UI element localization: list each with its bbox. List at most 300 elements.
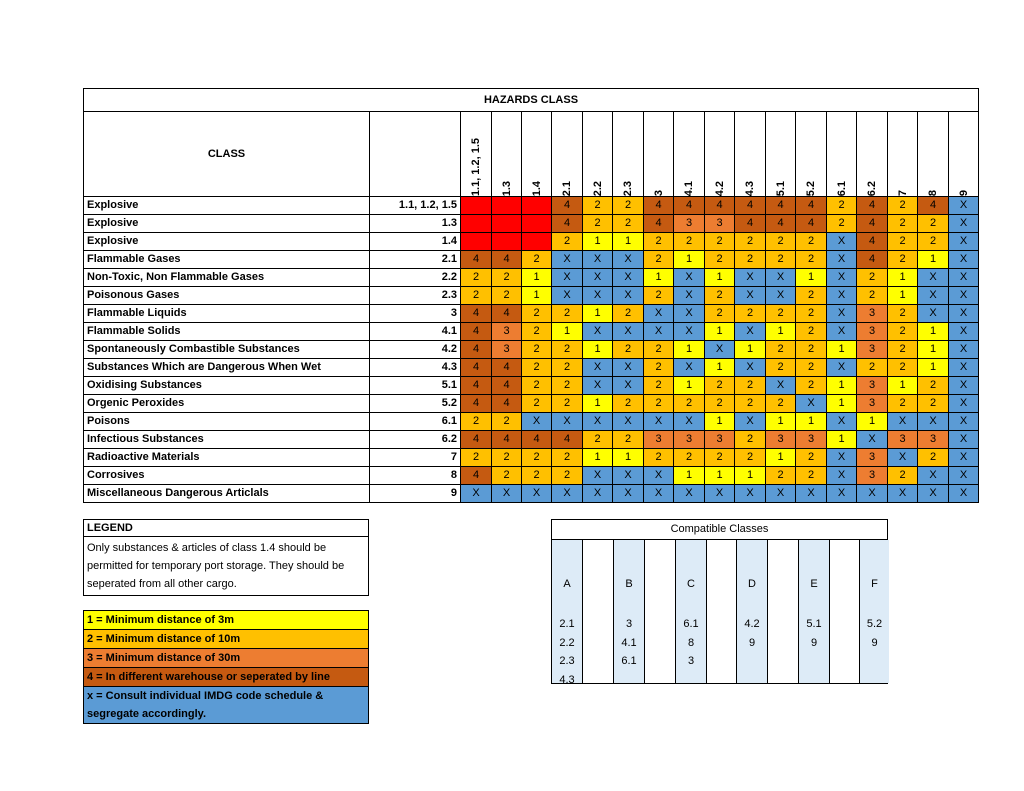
segregation-cell: X	[949, 323, 979, 341]
segregation-cell: 2	[796, 359, 827, 377]
segregation-cell: 2	[613, 215, 644, 233]
segregation-cell: 3	[492, 323, 522, 341]
table-row	[84, 251, 979, 269]
segregation-cell: 1	[766, 449, 796, 467]
segregation-cell: 4	[492, 431, 522, 449]
column-header-label: 8	[927, 189, 939, 196]
column-header-label: 1.3	[500, 180, 513, 196]
segregation-cell: 1	[857, 413, 888, 431]
segregation-cell: 4	[766, 215, 796, 233]
row-class-code: 8	[370, 467, 461, 485]
table-row	[84, 341, 979, 359]
segregation-cell: 1	[705, 359, 735, 377]
segregation-cell: X	[644, 467, 674, 485]
segregation-cell: 2	[461, 269, 492, 287]
compatible-group-item: 2.2	[559, 636, 575, 649]
compatible-group-item: 3	[687, 655, 695, 667]
segregation-cell: 1	[583, 395, 613, 413]
segregation-cell: 4	[522, 431, 552, 449]
segregation-cell: 4	[492, 377, 522, 395]
segregation-cell: 1	[705, 467, 735, 485]
compatible-group	[737, 540, 768, 683]
legend-item: 4 = In different warehouse or seperated by line	[84, 668, 369, 687]
segregation-cell: 1	[583, 305, 613, 323]
segregation-cell: 2	[492, 269, 522, 287]
segregation-cell: 2	[888, 341, 918, 359]
segregation-cell: 2	[918, 449, 949, 467]
segregation-cell: 3	[492, 341, 522, 359]
legend-note-line: seperated from all other cargo.	[87, 578, 237, 590]
segregation-cell: 2	[796, 449, 827, 467]
column-header-label: 5.2	[805, 180, 817, 196]
row-class-code: 6.2	[370, 431, 461, 449]
segregation-cell: 2	[674, 449, 705, 467]
table-row	[84, 377, 979, 395]
segregation-cell: 3	[857, 377, 888, 395]
compatible-group-letter: E	[810, 578, 818, 590]
compatible-spacer	[830, 540, 860, 683]
segregation-cell: X	[735, 269, 766, 287]
column-header	[583, 112, 613, 197]
segregation-cell: X	[735, 413, 766, 431]
compatible-group	[860, 540, 889, 683]
segregation-cell: 2	[735, 449, 766, 467]
segregation-cell: X	[857, 431, 888, 449]
segregation-cell: 4	[492, 359, 522, 377]
segregation-cell: 4	[857, 215, 888, 233]
segregation-cell: X	[918, 413, 949, 431]
compatible-spacer	[707, 540, 737, 683]
column-header	[552, 112, 583, 197]
segregation-cell: 2	[583, 215, 613, 233]
row-class-name: Explosive	[84, 233, 370, 251]
row-class-code: 4.2	[370, 341, 461, 359]
segregation-cell: 1	[796, 413, 827, 431]
segregation-cell: X	[613, 485, 644, 503]
segregation-cell: 4	[461, 341, 492, 359]
segregation-cell: 2	[918, 377, 949, 395]
compatible-group-item: 2.3	[559, 655, 575, 667]
legend-item: segregate accordingly.	[84, 705, 369, 724]
segregation-cell: X	[461, 485, 492, 503]
segregation-cell: 1	[674, 341, 705, 359]
compatible-group-item: 4.3	[559, 673, 575, 686]
column-header	[613, 112, 644, 197]
segregation-cell: 3	[857, 395, 888, 413]
segregation-cell: 2	[644, 341, 674, 359]
segregation-cell: X	[674, 287, 705, 305]
column-header-label: 6.1	[835, 180, 848, 196]
segregation-cell: X	[674, 413, 705, 431]
segregation-cell: 2	[888, 215, 918, 233]
table-row	[84, 197, 979, 215]
row-class-code: 5.2	[370, 395, 461, 413]
segregation-cell: 2	[552, 467, 583, 485]
segregation-cell: X	[949, 305, 979, 323]
segregation-cell: X	[583, 485, 613, 503]
legend-note-text	[84, 537, 369, 596]
segregation-cell: 2	[522, 251, 552, 269]
segregation-cell: 4	[461, 377, 492, 395]
segregation-cell: 1	[918, 251, 949, 269]
segregation-cell: 2	[888, 197, 918, 215]
segregation-cell: X	[705, 485, 735, 503]
segregation-cell: 2	[552, 395, 583, 413]
row-class-name: Poisons	[84, 413, 370, 431]
segregation-cell: X	[583, 467, 613, 485]
segregation-cell: 2	[461, 287, 492, 305]
segregation-cell: 4	[735, 215, 766, 233]
column-header	[644, 112, 674, 197]
segregation-cell: 3	[888, 431, 918, 449]
column-header-label: 1.1, 1.2, 1.5	[470, 137, 482, 196]
segregation-cell: 4	[674, 197, 705, 215]
segregation-cell: 4	[461, 251, 492, 269]
segregation-cell: X	[766, 287, 796, 305]
segregation-cell: 2	[522, 377, 552, 395]
row-class-name: Orgenic Peroxides	[84, 395, 370, 413]
segregation-cell: X	[949, 467, 979, 485]
segregation-cell: X	[918, 485, 949, 503]
segregation-cell: X	[735, 359, 766, 377]
compatible-group-item: 3	[625, 618, 633, 630]
compatible-spacer	[583, 540, 614, 683]
compatible-group	[552, 540, 583, 686]
row-class-name: Spontaneously Combastible Substances	[84, 341, 370, 359]
legend-note	[83, 519, 369, 596]
column-header-label: 7	[896, 189, 909, 196]
segregation-cell: X	[613, 323, 644, 341]
segregation-cell: X	[552, 485, 583, 503]
segregation-cell: 3	[705, 215, 735, 233]
segregation-cell: 1	[766, 323, 796, 341]
segregation-cell: 2	[888, 467, 918, 485]
column-header-label: 2.3	[622, 180, 634, 196]
compatible-group-letter: F	[871, 578, 878, 590]
segregation-cell: 1	[888, 269, 918, 287]
row-class-name: Flammable Solids	[84, 323, 370, 341]
segregation-cell	[461, 215, 492, 233]
column-header-label: 2.2	[591, 180, 604, 196]
segregation-cell: X	[735, 323, 766, 341]
segregation-cell: 1	[827, 431, 857, 449]
column-header-label: 4.3	[744, 180, 756, 196]
row-class-code: 1.4	[370, 233, 461, 251]
segregation-cell: 2	[705, 395, 735, 413]
segregation-cell: X	[949, 395, 979, 413]
segregation-cell: X	[613, 287, 644, 305]
segregation-cell: 2	[735, 395, 766, 413]
segregation-cell: X	[552, 269, 583, 287]
legend-heading: LEGEND	[84, 520, 369, 537]
legend-key	[83, 610, 369, 724]
segregation-cell: 2	[522, 467, 552, 485]
column-header-label: 4.2	[713, 180, 726, 196]
segregation-cell: X	[613, 377, 644, 395]
segregation-cell: 2	[888, 395, 918, 413]
row-class-code: 4.3	[370, 359, 461, 377]
compatible-classes-title: Compatible Classes	[552, 520, 887, 540]
column-header	[522, 112, 552, 197]
row-class-name: Poisonous Gases	[84, 287, 370, 305]
segregation-cell: 4	[492, 305, 522, 323]
segregation-cell: 2	[766, 305, 796, 323]
segregation-cell: X	[949, 341, 979, 359]
compatible-group-letter: D	[748, 578, 756, 590]
compatible-group-item: 8	[687, 636, 695, 649]
column-header	[949, 112, 979, 197]
segregation-cell: 2	[857, 359, 888, 377]
table-row	[84, 413, 979, 431]
segregation-cell: X	[552, 251, 583, 269]
segregation-cell: 2	[492, 467, 522, 485]
segregation-cell: X	[888, 413, 918, 431]
segregation-cell: 4	[644, 197, 674, 215]
segregation-cell: 2	[552, 359, 583, 377]
class-header: CLASS	[84, 112, 370, 197]
segregation-cell: X	[583, 287, 613, 305]
segregation-cell: X	[583, 251, 613, 269]
column-header	[735, 112, 766, 197]
segregation-cell: 2	[644, 359, 674, 377]
segregation-cell: 2	[644, 287, 674, 305]
segregation-cell: 3	[857, 323, 888, 341]
column-header-label: 6.2	[866, 180, 878, 196]
segregation-cell: 2	[552, 341, 583, 359]
segregation-cell: X	[705, 341, 735, 359]
segregation-cell: 2	[522, 341, 552, 359]
segregation-cell: 2	[613, 197, 644, 215]
compatible-group-letter: B	[625, 578, 633, 590]
segregation-cell: 2	[552, 233, 583, 251]
segregation-cell: 2	[705, 251, 735, 269]
segregation-cell: 2	[888, 305, 918, 323]
segregation-cell: 2	[613, 305, 644, 323]
legend-item: x = Consult individual IMDG code schedule &	[84, 687, 369, 706]
segregation-cell: X	[827, 269, 857, 287]
segregation-cell: 1	[735, 467, 766, 485]
table-row	[84, 395, 979, 413]
segregation-cell: 2	[918, 215, 949, 233]
segregation-cell: 2	[644, 251, 674, 269]
segregation-cell: X	[949, 251, 979, 269]
segregation-cell: 2	[705, 305, 735, 323]
segregation-cell: X	[949, 359, 979, 377]
column-header	[461, 112, 492, 197]
segregation-cell: 2	[857, 269, 888, 287]
segregation-cell: X	[613, 269, 644, 287]
segregation-cell: 1	[888, 377, 918, 395]
segregation-cell: X	[583, 323, 613, 341]
compatible-group-item: 9	[748, 636, 756, 649]
segregation-cell: 2	[613, 431, 644, 449]
segregation-cell: 1	[888, 287, 918, 305]
segregation-cell: 4	[918, 197, 949, 215]
segregation-cell: X	[949, 413, 979, 431]
table-row	[84, 323, 979, 341]
column-header-label: 9	[957, 189, 970, 196]
segregation-cell: 2	[796, 341, 827, 359]
compatible-group-item: 5.2	[866, 618, 883, 630]
segregation-cell	[461, 197, 492, 215]
row-class-name: Radioactive Materials	[84, 449, 370, 467]
table-row	[84, 269, 979, 287]
segregation-cell: 2	[522, 395, 552, 413]
compatible-group-item: 6.1	[683, 618, 699, 630]
compatible-group-letter: A	[563, 578, 571, 590]
compatible-group-item: 4.1	[621, 636, 637, 649]
compatible-group-item: 2.1	[559, 618, 575, 630]
segregation-cell: 2	[461, 413, 492, 431]
segregation-cell: X	[674, 269, 705, 287]
segregation-cell: 1	[644, 269, 674, 287]
table-row	[84, 431, 979, 449]
segregation-cell: X	[644, 323, 674, 341]
segregation-cell: 2	[735, 431, 766, 449]
column-header-label: 5.1	[774, 180, 787, 196]
table-row	[84, 485, 979, 503]
row-class-code: 7	[370, 449, 461, 467]
segregation-cell: 1	[766, 413, 796, 431]
segregation-cell: X	[827, 305, 857, 323]
segregation-cell: X	[766, 269, 796, 287]
segregation-cell: 2	[735, 233, 766, 251]
segregation-cell: 4	[461, 467, 492, 485]
column-header	[888, 112, 918, 197]
segregation-cell: 2	[613, 395, 644, 413]
legend-note-line: Only substances & articles of class 1.4 should be	[87, 542, 327, 554]
segregation-cell: 2	[735, 377, 766, 395]
segregation-cell: 1	[827, 395, 857, 413]
segregation-cell: 2	[796, 323, 827, 341]
row-class-code: 6.1	[370, 413, 461, 431]
segregation-cell: X	[949, 377, 979, 395]
row-class-code: 1.1, 1.2, 1.5	[370, 197, 461, 215]
table-row	[84, 233, 979, 251]
segregation-cell: 4	[461, 395, 492, 413]
row-class-name: Infectious Substances	[84, 431, 370, 449]
segregation-cell: 4	[705, 197, 735, 215]
segregation-cell: 4	[492, 251, 522, 269]
segregation-cell: X	[674, 485, 705, 503]
segregation-cell: 2	[552, 377, 583, 395]
row-class-name: Non-Toxic, Non Flammable Gases	[84, 269, 370, 287]
segregation-cell: 1	[674, 251, 705, 269]
legend-note-line: permitted for temporary port storage. They should be	[87, 560, 345, 572]
compatible-spacer	[645, 540, 676, 683]
segregation-cell: 4	[461, 431, 492, 449]
row-class-name: Flammable Gases	[84, 251, 370, 269]
segregation-cell: 1	[583, 449, 613, 467]
segregation-cell: 3	[644, 431, 674, 449]
segregation-cell: 2	[735, 305, 766, 323]
segregation-cell: 2	[674, 395, 705, 413]
segregation-cell: X	[613, 359, 644, 377]
segregation-cell: 1	[583, 341, 613, 359]
segregation-cell: 1	[827, 341, 857, 359]
segregation-cell	[492, 233, 522, 251]
segregation-cell: 4	[461, 305, 492, 323]
row-class-code: 5.1	[370, 377, 461, 395]
segregation-cell: X	[613, 251, 644, 269]
segregation-cell: 1	[613, 449, 644, 467]
segregation-cell: X	[827, 287, 857, 305]
column-header	[918, 112, 949, 197]
segregation-cell: 2	[796, 287, 827, 305]
compatible-group-item: 5.1	[806, 618, 822, 630]
segregation-cell: 3	[674, 215, 705, 233]
row-class-name: Oxidising Substances	[84, 377, 370, 395]
segregation-cell: 3	[796, 431, 827, 449]
segregation-cell: 3	[766, 431, 796, 449]
segregation-cell	[522, 197, 552, 215]
segregation-cell: 4	[857, 233, 888, 251]
column-header	[827, 112, 857, 197]
segregation-cell: 2	[492, 449, 522, 467]
segregation-cell: 2	[796, 377, 827, 395]
segregation-cell: 2	[522, 359, 552, 377]
segregation-cell: X	[949, 233, 979, 251]
segregation-cell: 2	[796, 467, 827, 485]
segregation-cell: X	[583, 413, 613, 431]
segregation-cell: 1	[827, 377, 857, 395]
compatible-group	[799, 540, 830, 683]
segregation-cell: 2	[827, 215, 857, 233]
segregation-cell: X	[827, 413, 857, 431]
segregation-cell: 4	[796, 197, 827, 215]
segregation-cell: X	[522, 485, 552, 503]
segregation-cell: X	[644, 413, 674, 431]
segregation-cell: X	[735, 485, 766, 503]
segregation-cell: X	[552, 287, 583, 305]
segregation-cell: 4	[644, 215, 674, 233]
segregation-cell	[522, 233, 552, 251]
segregation-cell: 1	[522, 269, 552, 287]
segregation-cell: 1	[583, 233, 613, 251]
segregation-cell: X	[613, 413, 644, 431]
segregation-cell: 3	[674, 431, 705, 449]
segregation-cell: 2	[888, 359, 918, 377]
segregation-cell: X	[674, 323, 705, 341]
legend-item: 3 = Minimum distance of 30m	[84, 649, 369, 668]
segregation-cell: 3	[918, 431, 949, 449]
compatible-spacer	[768, 540, 799, 683]
column-header	[705, 112, 735, 197]
column-header-label: 4.1	[683, 180, 695, 196]
segregation-cell: X	[949, 449, 979, 467]
row-class-name: Flammable Liquids	[84, 305, 370, 323]
segregation-cell: 2	[796, 233, 827, 251]
segregation-cell: X	[857, 485, 888, 503]
segregation-cell: X	[827, 359, 857, 377]
segregation-cell: 3	[705, 431, 735, 449]
compatible-group-letter: C	[687, 578, 695, 590]
segregation-cell	[492, 197, 522, 215]
compatible-classes-panel	[551, 519, 888, 684]
segregation-cell: 2	[644, 233, 674, 251]
table-title: HAZARDS CLASS	[84, 89, 979, 112]
segregation-cell: X	[827, 485, 857, 503]
segregation-cell: X	[827, 323, 857, 341]
table-row	[84, 287, 979, 305]
segregation-cell: X	[949, 197, 979, 215]
segregation-cell: 2	[674, 233, 705, 251]
segregation-cell: 2	[492, 287, 522, 305]
segregation-cell: X	[918, 287, 949, 305]
segregation-cell: 2	[492, 413, 522, 431]
segregation-cell: 2	[644, 395, 674, 413]
segregation-cell: 2	[888, 233, 918, 251]
